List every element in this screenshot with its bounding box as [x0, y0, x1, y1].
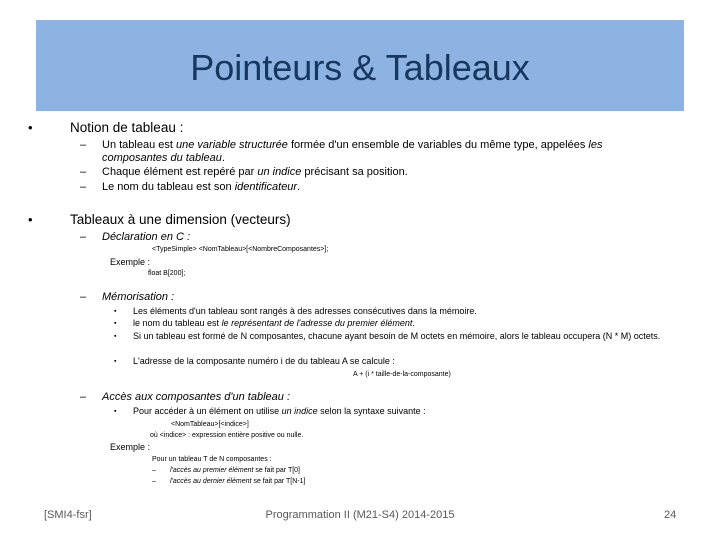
- dash-icon: –: [152, 478, 156, 485]
- footer-center: Programmation II (M21-S4) 2014-2015: [265, 509, 455, 521]
- section-heading-vecteurs: Tableaux à une dimension (vecteurs): [70, 212, 291, 227]
- memorisation-label: Mémorisation :: [102, 291, 175, 303]
- dash-icon: –: [80, 231, 87, 243]
- acces-exemple-1: l'accès au premier élément se fait par T[0]: [170, 467, 300, 474]
- bullet-icon: •: [28, 212, 33, 227]
- declaration-exemple-label: Exemple :: [110, 257, 151, 267]
- declaration-exemple-code: float B[200];: [148, 270, 186, 277]
- notion-item-1: Un tableau est une variable structurée formée d'un ensemble de variables du même type, appelées les composantes du tableau.: [102, 139, 603, 164]
- memorisation-formula: A + (i * taille-de-la-composante): [353, 371, 451, 378]
- acces-note: où <indice> : expression entière positive ou nulle.: [150, 432, 304, 439]
- square-bullet-icon: ▪: [114, 358, 117, 365]
- acces-exemple-label: Exemple :: [110, 442, 151, 452]
- acces-bullet-1: Pour accéder à un élément on utilise un indice selon la syntaxe suivante :: [133, 406, 426, 416]
- memorisation-bullet-3: Si un tableau est formé de N composantes, chacune ayant besoin de M octets en mémoire, alors le tableau occupera (N * M) octets.: [133, 331, 661, 341]
- memorisation-bullet-2: le nom du tableau est le représentant de l'adresse du premier élément.: [133, 318, 415, 328]
- acces-syntax: <NomTableau>[<indice>]: [171, 421, 249, 428]
- declaration-label: Déclaration en C :: [102, 231, 191, 243]
- square-bullet-icon: ▪: [114, 408, 117, 415]
- declaration-syntax: <TypeSimple> <NomTableau>[<NombreComposantes>];: [152, 246, 329, 253]
- section-heading-notion: Notion de tableau :: [70, 120, 184, 135]
- dash-icon: –: [80, 291, 87, 303]
- notion-item-3: Le nom du tableau est son identificateur.: [102, 181, 301, 193]
- dash-icon: –: [80, 166, 87, 178]
- notion-item-2: Chaque élément est repéré par un indice précisant sa position.: [102, 166, 408, 178]
- bullet-icon: •: [28, 120, 33, 135]
- square-bullet-icon: ▪: [114, 308, 117, 315]
- memorisation-bullet-4: L'adresse de la composante numéro i de du tableau A se calcule :: [133, 356, 395, 366]
- footer-left: [SMI4-fsr]: [44, 509, 92, 521]
- acces-exemple-intro: Pour un tableau T de N composantes :: [152, 456, 272, 463]
- dash-icon: –: [152, 467, 156, 474]
- footer-page-number: 24: [664, 509, 677, 521]
- dash-icon: –: [80, 181, 87, 193]
- acces-exemple-2: l'accès au dernier élément se fait par T[N-1]: [170, 478, 306, 485]
- square-bullet-icon: ▪: [114, 320, 117, 327]
- slide-title: Pointeurs & Tableaux: [190, 47, 530, 88]
- dash-icon: –: [80, 139, 87, 151]
- acces-label: Accès aux composantes d'un tableau :: [102, 391, 290, 403]
- dash-icon: –: [80, 391, 87, 403]
- memorisation-bullet-1: Les éléments d'un tableau sont rangés à des adresses consécutives dans la mémoire.: [133, 306, 477, 316]
- square-bullet-icon: ▪: [114, 333, 117, 340]
